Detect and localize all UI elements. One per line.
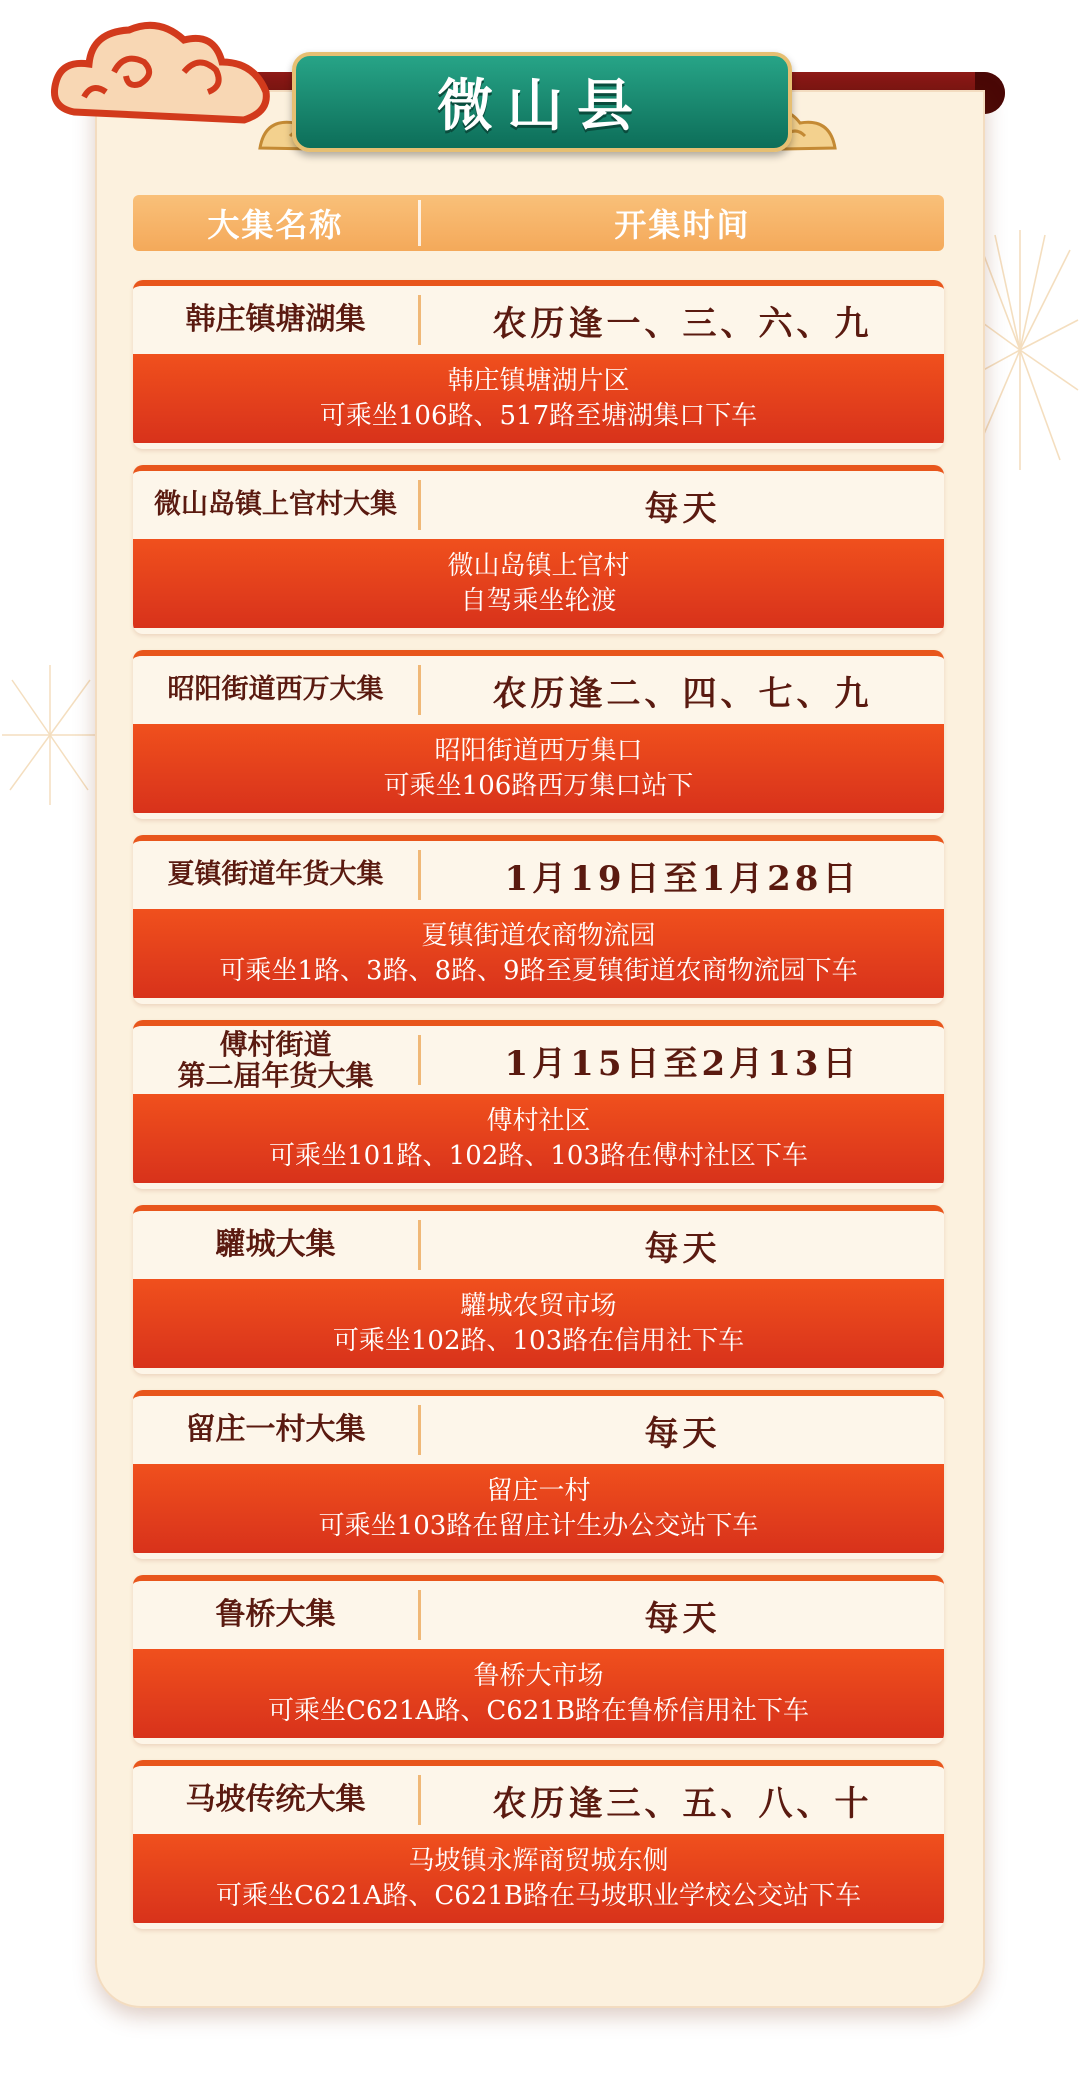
market-info [133,724,944,813]
market-top [133,1211,944,1279]
market-transport: 可乘坐102路、103路在信用社下车 [332,1325,745,1356]
market-time: 农历逢二、四、七、九 [492,673,873,714]
market-item [133,1760,944,1929]
market-location: 夏镇街道农商物流园 [421,920,656,951]
market-time: 农历逢一、三、六、九 [492,303,873,344]
market-item [133,650,944,819]
firework-icon [0,660,100,810]
market-transport: 可乘坐106路西万集口站下 [383,770,694,801]
auspicious-cloud-icon [44,12,274,142]
market-top [133,841,944,909]
market-item [133,280,944,449]
market-transport: 可乘坐103路在留庄计生办公交站下车 [318,1510,759,1541]
market-time: 每天 [644,1598,721,1639]
market-location: 傅村社区 [486,1105,591,1136]
market-info [133,1094,944,1183]
market-transport: 可乘坐1路、3路、8路、9路至夏镇街道农商物流园下车 [219,955,858,986]
header-name: 大集名称 [207,206,344,244]
market-name: 微山岛镇上官村大集 [154,489,397,520]
market-top [133,1766,944,1834]
market-top [133,1026,944,1094]
market-item [133,465,944,634]
market-name: 韩庄镇塘湖集 [185,302,366,337]
title-banner [292,52,792,152]
market-name: 鲁桥大集 [215,1597,336,1632]
market-item [133,1205,944,1374]
market-info [133,909,944,998]
market-item [133,1020,944,1189]
market-info [133,539,944,628]
market-location: 昭阳街道西万集口 [434,735,643,766]
market-transport: 自驾乘坐轮渡 [460,585,617,616]
market-location: 韩庄镇塘湖片区 [447,365,630,396]
market-name: 马坡传统大集 [185,1782,366,1817]
market-name: 昭阳街道西万大集 [167,674,384,705]
market-time: 每天 [644,488,721,529]
market-top [133,286,944,354]
market-name: 驩城大集 [215,1227,336,1262]
market-time: 1月15日至2月13日 [504,1043,861,1084]
market-location: 驩城农贸市场 [460,1290,617,1321]
market-item [133,835,944,1004]
market-location: 微山岛镇上官村 [447,550,630,581]
header-divider [418,200,421,246]
market-name-line1: 傅村街道 [219,1028,332,1061]
market-info [133,1279,944,1368]
header-time: 开集时间 [614,206,751,244]
market-top [133,656,944,724]
market-top [133,1581,944,1649]
market-transport: 可乘坐106路、517路至塘湖集口下车 [319,400,758,431]
market-transport: 可乘坐C621A路、C621B路在鲁桥信用社下车 [268,1695,809,1726]
market-name [133,1029,418,1091]
market-location: 留庄一村 [486,1475,591,1506]
market-name: 夏镇街道年货大集 [167,859,384,890]
market-top [133,471,944,539]
market-location: 鲁桥大市场 [473,1660,604,1691]
market-name: 留庄一村大集 [185,1412,366,1447]
market-time: 每天 [644,1413,721,1454]
market-transport: 可乘坐101路、102路、103路在傅村社区下车 [269,1140,808,1171]
market-info [133,354,944,443]
market-time: 农历逢三、五、八、十 [492,1783,873,1824]
market-info [133,1834,944,1923]
market-time: 1月19日至1月28日 [504,858,861,899]
market-top [133,1396,944,1464]
market-item [133,1390,944,1559]
market-time: 每天 [644,1228,721,1269]
market-info [133,1649,944,1738]
table-header [133,195,944,251]
market-info [133,1464,944,1553]
market-item [133,1575,944,1744]
market-location: 马坡镇永辉商贸城东侧 [408,1845,669,1876]
market-name-line2: 第二届年货大集 [177,1059,374,1092]
page-title: 微山县 [437,73,647,139]
market-transport: 可乘坐C621A路、C621B路在马坡职业学校公交站下车 [216,1880,861,1911]
